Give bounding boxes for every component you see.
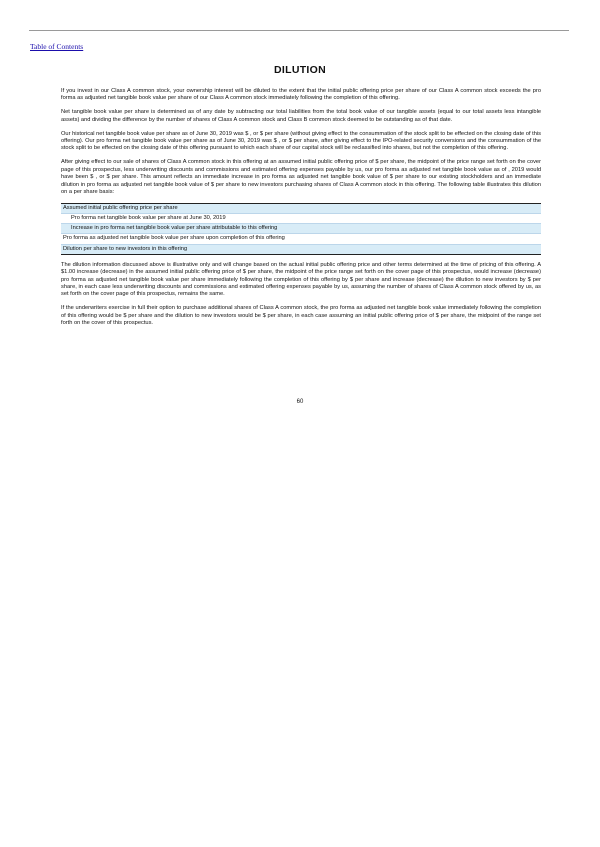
table-row: Assumed initial public offering price per share: [61, 204, 541, 214]
top-divider: [29, 30, 569, 31]
page-title: DILUTION: [274, 64, 326, 76]
table-of-contents-link[interactable]: Table of Contents: [30, 42, 84, 51]
dilution-table: [61, 203, 541, 255]
paragraph-historical-value: Our historical net tangible book value per share as of June 30, 2019 was $ , or $ per share (without giving effect to the consummation of the stock split to be effected on the closing date of this offering). Our pro forma net tangible book value per share as of June 30, 2019 was $ , or $ per share, after giving effect to the IPO-related security conversions and the consummation of the stock split to be effected on the closing date of this offering pursuant to which each share of our capital stock will be reclassified into shares, but not the completion of this offering.: [61, 130, 541, 152]
paragraph-offering-effect: After giving effect to our sale of shares of Class A common stock in this offering at an assumed initial public offering price of $ per share, the midpoint of the price range set forth on the cover page of this prospectus, less underwriting discounts and commissions and estimated offering expenses payable by us, our pro forma as adjusted net tangible book value as of , 2019 would have been $ , or $ per share. This amount reflects an immediate increase in pro forma as adjusted net tangible book value of $ per share to our existing stockholders and an immediate dilution in pro forma as adjusted net tangible book value of $ per share to new investors purchasing shares of Class A common stock in this offering. The following table illustrates this dilution on a per share basis:: [61, 159, 541, 195]
table-row: Dilution per share to new investors in this offering: [61, 245, 541, 255]
paragraph-underwriters: If the underwriters exercise in full their option to purchase additional shares of Class A common stock, the pro forma as adjusted net tangible book value immediately following the completion of this offering would be $ per share and the dilution to new investors would be $ per share, in each case assuming an initial public offering price of $ per share, the midpoint of the range set forth on the cover of this prospectus.: [61, 305, 541, 327]
paragraph-illustrative: The dilution information discussed above is illustrative only and will change based on the actual initial public offering price and other terms determined at the time of pricing of this offering. A $1.00 increase (decrease) in the assumed initial public offering price of $ per share, the midpoint of the price range set forth on the cover page of this prospectus, would increase (decrease) pro forma as adjusted net tangible book value per share immediately following the completion of this offering by $ per share and increase (decrease) the dilution to new investors by $ per share, in each case less underwriting discounts and commissions and estimated offering expenses payable by us, assuming the number of shares of Class A common stock offered by us, as set forth on the cover page of this prospectus, remains the same.: [61, 261, 541, 298]
paragraph-definition: Net tangible book value per share is determined as of any date by subtracting our total liabilities from the total book value of our tangible assets (equal to our total assets less intangible assets) and dividing the difference by the number of shares of Class A common stock and Class B common stock deemed to be outstanding as of that date.: [61, 109, 541, 123]
table-row: Pro forma net tangible book value per share at June 30, 2019: [61, 214, 541, 224]
table-row: Increase in pro forma net tangible book value per share attributable to this offering: [61, 224, 541, 234]
main-content: [61, 88, 541, 334]
paragraph-intro: If you invest in our Class A common stock, your ownership interest will be diluted to the extent that the initial public offering price per share of our Class A common stock exceeds the pro forma as adjusted net tangible book value per share of our Class A common stock immediately following the completion of this offering.: [61, 88, 541, 102]
table-row: Pro forma as adjusted net tangible book value per share upon completion of this offering: [61, 234, 541, 244]
page-number: 60: [296, 399, 304, 405]
